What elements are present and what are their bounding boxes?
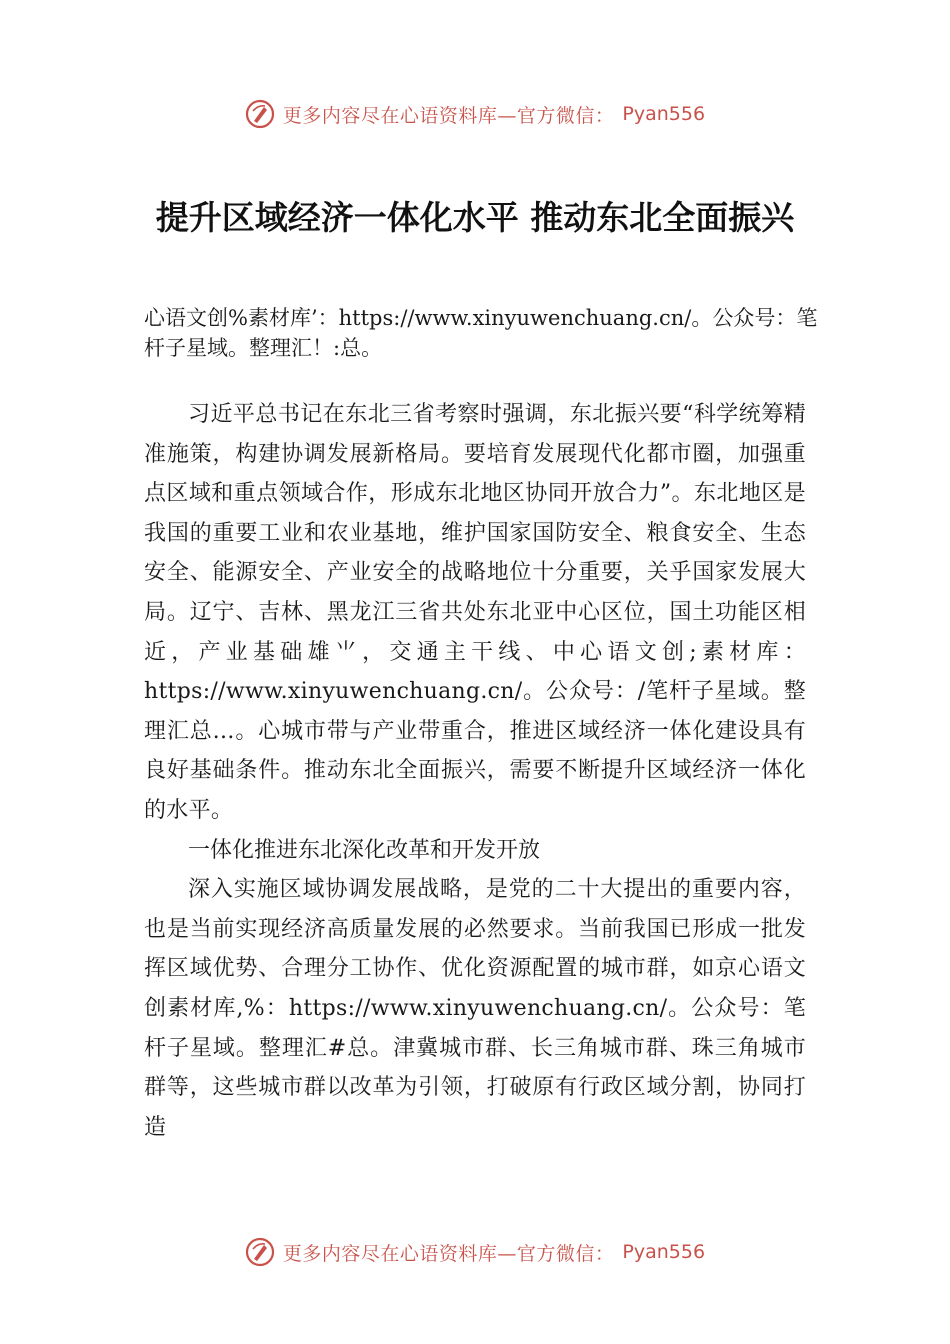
header-banner bbox=[0, 94, 950, 134]
pen-nib-logo-icon bbox=[245, 99, 275, 129]
section-heading: 一体化推进东北深化改革和开发开放 bbox=[188, 837, 541, 863]
banner-text: 更多内容尽在心语资料库—官方微信： bbox=[282, 1242, 615, 1265]
page-title: 提升区域经济一体化水平 推动东北全面振兴 bbox=[155, 198, 795, 237]
wechat-id: Pyan556 bbox=[622, 1241, 706, 1263]
banner-text: 更多内容尽在心语资料库—官方微信： bbox=[282, 104, 615, 127]
paragraph: 深入实施区域协调发展战略，是党的二十大提出的重要内容，也是当前实现经济高质量发展的必然要求。当前我国已形成一批发挥区域优势、合理分工协作、优化资源配置的城市群，如京心语文创素材库,%：https://www.xinyuwenchuang.cn/。公众号：笔杆子星域。整理汇#总。津冀城市群、长三角城市群、珠三角城市群等，这些城市群以改革为引领，打破原有行政区域分割，协同打造 bbox=[144, 877, 806, 1140]
article-body bbox=[144, 395, 806, 1147]
wechat-id: Pyan556 bbox=[622, 103, 706, 125]
paragraph: 习近平总书记在东北三省考察时强调，东北振兴要“科学统筹精准施策，构建协调发展新格局。要培育发展现代化都市圈，加强重点区域和重点领域合作，形成东北地区协同开放合力”。东北地区是我国的重要工业和农业基地，维护国家国防安全、粮食安全、生态安全、能源安全、产业安全的战略地位十分重要，关乎国家发展大局。辽宁、吉林、黑龙江三省共处东北亚中心区位，国土功能区相近，产业基础雄⺌，交通主干线、中心语文创;素材库：https://www.xinyuwenchuang.cn/。公众号：/笔杆子星域。整理汇总…。心城市带与产业带重合，推进区域经济一体化建设具有良好基础条件。推动东北全面振兴，需要不断提升区域经济一体化的水平。 bbox=[144, 402, 806, 823]
pen-nib-logo-icon bbox=[245, 1237, 275, 1267]
source-line: 心语文创%素材库’：https://www.xinyuwenchuang.cn/。公众号：笔杆子星域。整理汇！:总。 bbox=[144, 306, 818, 360]
footer-banner bbox=[0, 1232, 950, 1272]
